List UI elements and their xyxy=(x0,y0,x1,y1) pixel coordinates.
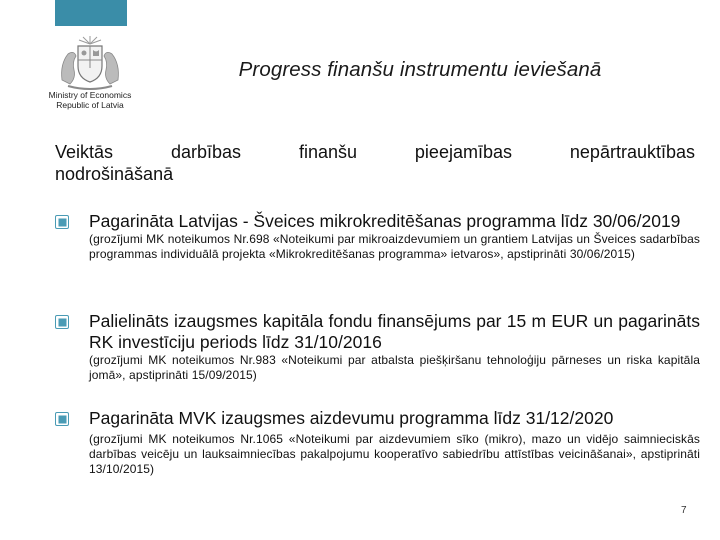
page-number: 7 xyxy=(681,505,687,516)
bullet-lead-text: Pagarināta MVK izaugsmes aizdevumu programma līdz 31/12/2020 xyxy=(89,408,614,428)
subtitle-word: nepārtrauktības xyxy=(569,142,695,162)
bullet-lead-text: Pagarināta Latvijas - Šveices mikrokreditēšanas programma līdz 30/06/2019 xyxy=(89,211,681,231)
header-accent-bar xyxy=(55,0,127,26)
bullet-note-text: (grozījumi MK noteikumos Nr.1065 «Noteikumi par aizdevumiem sīko (mikro), mazo un vidējo saimnieciskās darbības veicēju un lauksaimniecības pakalpojumu kooperatīvo sabiedrību attīstības veicināšanai», apstiprināti 13/10/2015) xyxy=(89,432,700,476)
bullet-note-text: (grozījumi MK noteikumos Nr.698 «Noteikumi par mikroaizdevumiem un grantiem Latvijas un Šveices sadarbības programmas individuālā projekta «Mikrokreditēšanas programma» ietvaros», apstiprināti 30/06/2015) xyxy=(89,232,700,261)
logo-text-line-2: Republic of Latvia xyxy=(56,100,124,110)
logo-text-line-1: Ministry of Economics xyxy=(48,90,132,100)
bullet-item xyxy=(55,311,700,383)
bullet-note-text: (grozījumi MK noteikumos Nr.983 «Noteikumi par atbalsta piešķiršanu tehnoloģiju pārneses un riska kapitāla jomā», apstiprināti 15/09/2015) xyxy=(89,353,700,382)
checkbox-bullet-icon xyxy=(55,215,69,229)
checkbox-bullet-icon xyxy=(55,315,69,329)
bullet-lead-text: Palielināts izaugsmes kapitāla fondu finansējums par 15 m EUR un pagarināts RK investīciju periods līdz 31/10/2016 xyxy=(89,311,700,352)
subtitle-word: pieejamības xyxy=(414,142,512,162)
subtitle-last-line: nodrošināšanā xyxy=(55,164,174,184)
subtitle-word: Veiktās xyxy=(55,142,114,162)
bullet-item xyxy=(55,408,700,477)
checkbox-bullet-icon xyxy=(55,412,69,426)
bullet-item xyxy=(55,211,700,262)
section-subtitle xyxy=(55,141,695,185)
page-title: Progress finanšu instrumentu ieviešanā xyxy=(238,58,602,81)
subtitle-word: darbības xyxy=(170,142,242,162)
subtitle-word: finanšu xyxy=(298,142,357,162)
